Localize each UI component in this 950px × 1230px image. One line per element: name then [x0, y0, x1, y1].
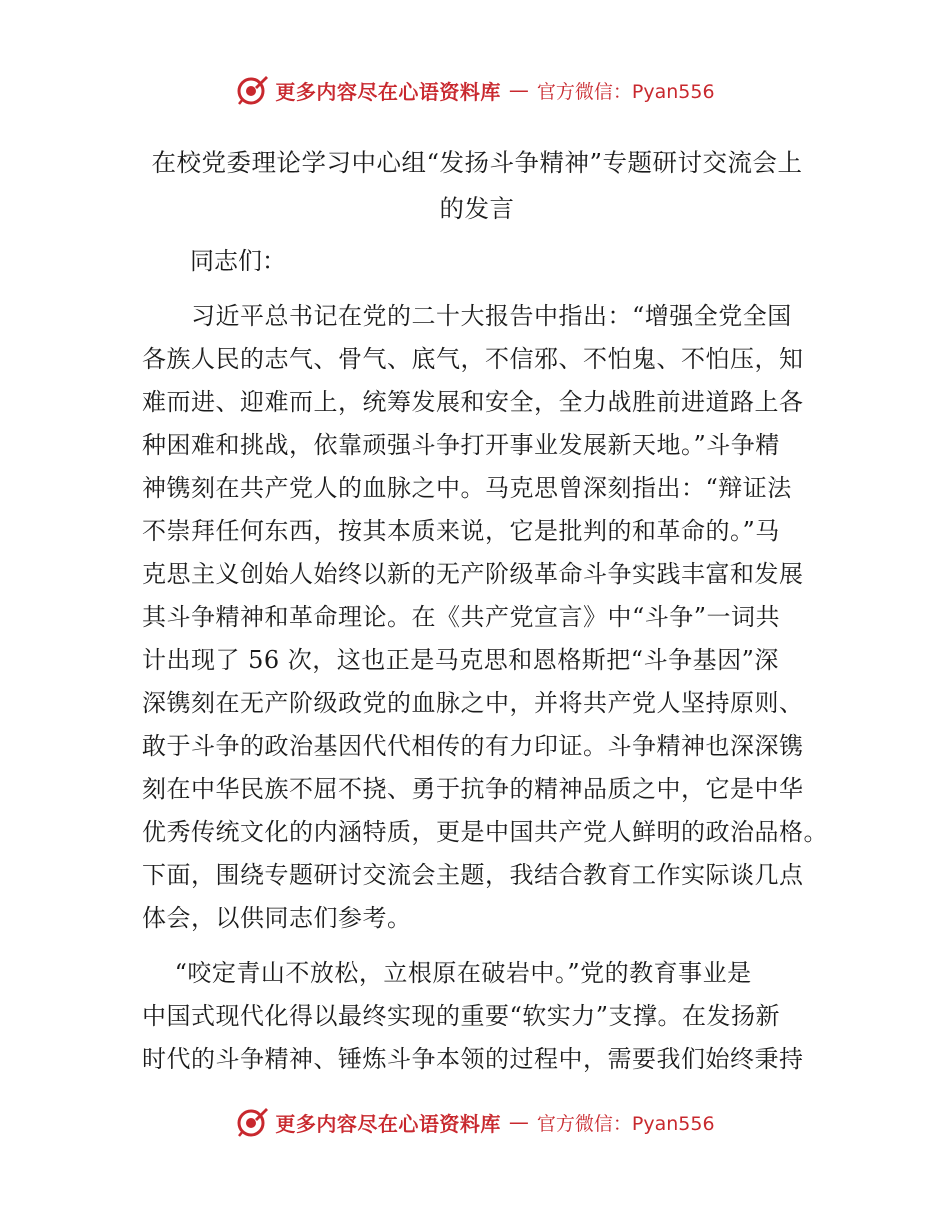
document-title — [142, 140, 812, 232]
text-line: 优秀传统文化的内涵特质，更是中国共产党人鲜明的政治品格。 — [142, 818, 828, 846]
text-line: 中国式现代化得以最终实现的重要“软实力”支撑。在发扬新 — [142, 1002, 781, 1030]
header-banner-text: 更多内容尽在心语资料库 — [275, 79, 501, 104]
title-line: 的发言 — [439, 194, 515, 223]
text-line: 各族人民的志气、骨气、底气，不信邪、不怕鬼、不怕压，知 — [142, 345, 804, 373]
document-body — [142, 140, 828, 1081]
footer-banner-separator: — — [508, 1110, 529, 1134]
text-line: 下面，围绕专题研讨交流会主题，我结合教育工作实际谈几点 — [142, 861, 804, 889]
text-line: 克思主义创始人始终以新的无产阶级革命斗争实践丰富和发展 — [142, 560, 804, 588]
text-line: 计出现了 56 次，这也正是马克思和恩格斯把“斗争基因”深 — [142, 646, 779, 674]
text-line: 深镌刻在无产阶级政党的血脉之中，并将共产党人坚持原则、 — [142, 689, 804, 717]
text-line: 种困难和挑战，依靠顽强斗争打开事业发展新天地。”斗争精 — [142, 431, 780, 459]
paragraph-1 — [142, 295, 828, 940]
text-line: 时代的斗争精神、锤炼斗争本领的过程中，需要我们始终秉持 — [142, 1045, 804, 1073]
text-line: 体会，以供同志们参考。 — [142, 904, 412, 932]
text-line: 其斗争精神和革命理论。在《共产党宣言》中“斗争”一词共 — [142, 603, 781, 631]
text-line: 不崇拜任何东西，按其本质来说，它是批判的和革命的。”马 — [142, 517, 780, 545]
header-banner-separator: — — [508, 78, 529, 102]
header-banner — [0, 70, 950, 110]
footer-banner-wechat: 官方微信：Pyan556 — [536, 1112, 715, 1135]
text-line: 难而进、迎难而上，统筹发展和安全，全力战胜前进道路上各 — [142, 388, 804, 416]
footer-banner-text: 更多内容尽在心语资料库 — [275, 1111, 501, 1136]
text-line: “咬定青山不放松，立根原在破岩中。”党的教育事业是 — [142, 959, 752, 987]
text-line: 神镌刻在共产党人的血脉之中。马克思曾深刻指出：“辩证法 — [142, 474, 792, 502]
text-line: 习近平总书记在党的二十大报告中指出：“增强全党全国 — [142, 302, 792, 330]
header-banner-wechat: 官方微信：Pyan556 — [536, 80, 715, 103]
text-line: 敢于斗争的政治基因代代相传的有力印证。斗争精神也深深镌 — [142, 732, 804, 760]
pen-logo-icon — [235, 1105, 269, 1139]
text-line: 刻在中华民族不屈不挠、勇于抗争的精神品质之中，它是中华 — [142, 775, 804, 803]
title-line: 在校党委理论学习中心组“发扬斗争精神”专题研讨交流会上 — [151, 148, 803, 177]
footer-banner — [0, 1102, 950, 1142]
paragraph-2 — [142, 952, 812, 1081]
salutation: 同志们： — [190, 247, 286, 275]
pen-logo-icon — [235, 73, 269, 107]
